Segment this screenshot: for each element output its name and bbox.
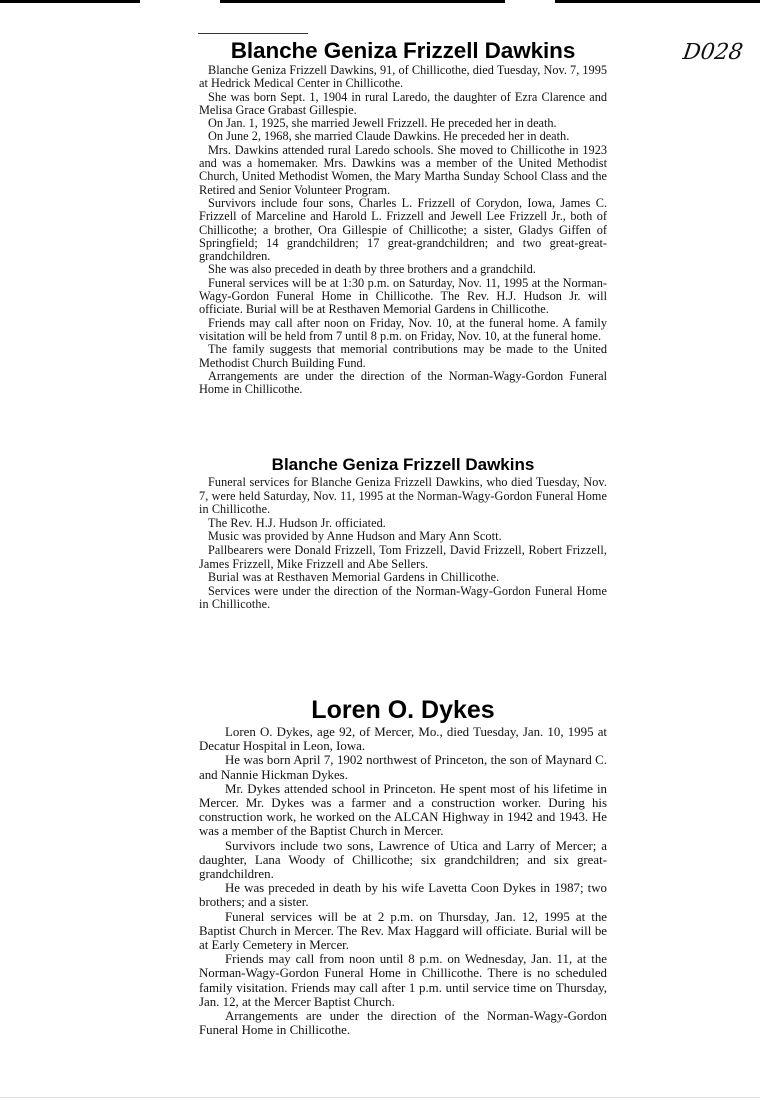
obituary-paragraph: Music was provided by Anne Hudson and Mary Ann Scott. xyxy=(208,529,502,544)
scan-top-border xyxy=(0,0,760,3)
obituary-paragraph: Loren O. Dykes, age 92, of Mercer, Mo., died Tuesday, Jan. 10, 1995 at Decatur Hospital in Leon, Iowa. xyxy=(199,725,607,754)
obituary-headline: Blanche Geniza Frizzell Dawkins xyxy=(271,455,535,474)
obituary-paragraph: Pallbearers were Donald Frizzell, Tom Frizzell, David Frizzell, Robert Frizzell, James Frizzell, Mike Frizzell and Abe Sellers. xyxy=(199,542,607,571)
obituary-paragraph: Burial was at Resthaven Memorial Gardens in Chillicothe. xyxy=(208,570,500,585)
scan-border-gap xyxy=(140,0,220,3)
funeral-notice-dawkins xyxy=(199,454,607,612)
obituary-paragraph: Funeral services will be at 2 p.m. on Thursday, Jan. 12, 1995 at the Baptist Church in Mercer. The Rev. Max Haggard will officiate. Burial will be at Early Cemetery in Mercer. xyxy=(199,909,607,953)
obituary-paragraph: Funeral services for Blanche Geniza Frizzell Dawkins, who died Tuesday, Nov. 7, were held Saturday, Nov. 11, 1995 at the Norman-Wagy-Gordon Funeral Home in Chillicothe. xyxy=(199,475,607,517)
obituary-paragraph: Mrs. Dawkins attended rural Laredo schools. She moved to Chillicothe in 1923 and was a homemaker. Mrs. Dawkins was a member of the United Methodist Church, United Methodist Women, the Mary Martha Sunday School Class and the Retired and Senior Volunteer Program. xyxy=(199,142,607,197)
obituary-paragraph: Friends may call after noon on Friday, Nov. 10, at the funeral home. A family visitation will be held from 7 until 8 p.m. on Friday, Nov. 10, at the funeral home. xyxy=(199,315,607,343)
obituary-paragraph: Services were under the direction of the Norman-Wagy-Gordon Funeral Home in Chillicothe. xyxy=(199,583,607,612)
obituary-paragraph: He was preceded in death by his wife Lavetta Coon Dykes in 1987; two brothers; and a sister. xyxy=(199,881,607,910)
obituary-paragraph: Funeral services will be at 1:30 p.m. on Saturday, Nov. 11, 1995 at the Norman-Wagy-Gordon Funeral Home in Chillicothe. The Rev. H.J. Hudson Jr. will officiate. Burial will be at Resthaven Memorial Gardens in Chillicothe. xyxy=(199,275,607,317)
obituary-paragraph: Survivors include two sons, Lawrence of Utica and Larry of Mercer; a daughter, Lana Woody of Chillicothe; six grandchildren; and six great-grandchildren. xyxy=(199,838,607,882)
obituary-headline: Blanche Geniza Frizzell Dawkins xyxy=(230,38,576,63)
obituary-paragraph: On June 2, 1968, she married Claude Dawkins. He preceded her in death. xyxy=(208,129,570,144)
clipping-rule xyxy=(198,33,308,34)
scan-bottom-edge xyxy=(0,1097,760,1098)
obituary-dykes xyxy=(199,695,607,1037)
obituary-paragraph: Blanche Geniza Frizzell Dawkins, 91, of Chillicothe, died Tuesday, Nov. 7, 1995 at Hedrick Medical Center in Chillicothe. xyxy=(199,63,607,91)
obituary-dawkins xyxy=(199,38,607,396)
obituary-paragraph: Survivors include four sons, Charles L. Frizzell of Corydon, Iowa, James C. Frizzell of Marceline and Harold L. Frizzell and Jewell Lee Frizzell Jr., both of Chillicothe; a brother, Ora Gillespie of Chillicothe; a sister, Gladys Giffen of Springfield; 14 grandchildren; 17 great-grandchildren; and two great-great-grandchildren. xyxy=(199,195,607,264)
obituary-paragraph: She was born Sept. 1, 1904 in rural Laredo, the daughter of Ezra Clarence and Melisa Grace Grabast Gillespie. xyxy=(199,89,607,117)
obituary-paragraph: Mr. Dykes attended school in Princeton. He spent most of his lifetime in Mercer. Mr. Dykes was a farmer and a construction worker. During his construction work, he worked on the ALCAN Highway in 1942 and 1943. He was a member of the Baptist Church in Mercer. xyxy=(199,781,607,839)
obituary-paragraph: Arrangements are under the direction of the Norman-Wagy-Gordon Funeral Home in Chillicothe. xyxy=(199,368,607,397)
scan-border-gap xyxy=(505,0,555,3)
obituary-paragraph: Friends may call from noon until 8 p.m. on Wednesday, Jan. 11, at the Norman-Wagy-Gordon Funeral Home in Chillicothe. There is no scheduled family visitation. Friends may call after 1 p.m. until service time on Thursday, Jan. 12, at the Mercer Baptist Church. xyxy=(199,952,607,1009)
obituary-paragraph: The family suggests that memorial contributions may be made to the United Methodist Church Building Fund. xyxy=(199,342,607,370)
obituary-paragraph: The Rev. H.J. Hudson Jr. officiated. xyxy=(208,515,386,530)
obituary-paragraph: She was also preceded in death by three brothers and a grandchild. xyxy=(208,262,536,277)
obituary-paragraph: On Jan. 1, 1925, she married Jewell Frizzell. He preceded her in death. xyxy=(208,116,557,131)
obituary-headline: Loren O. Dykes xyxy=(311,696,495,724)
archive-code-handwritten: D028 xyxy=(681,40,745,65)
obituary-paragraph: He was born April 7, 1902 northwest of Princeton, the son of Maynard C. and Nannie Hickman Dykes. xyxy=(199,753,607,782)
obituary-paragraph: Arrangements are under the direction of the Norman-Wagy-Gordon Funeral Home in Chillicothe. xyxy=(199,1009,607,1038)
